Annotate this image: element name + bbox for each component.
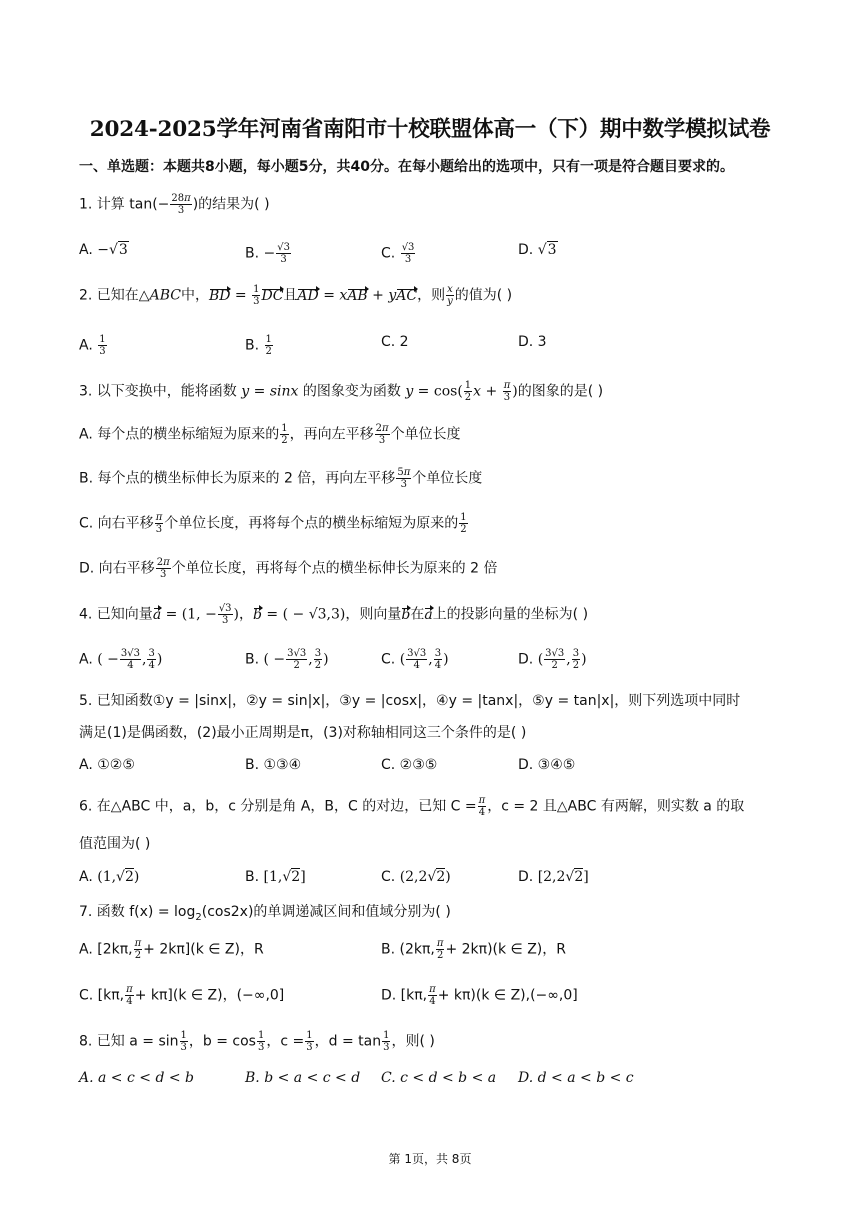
option-b[interactable]: B. ( − $\frac{3√3}{2}$ , $\frac{3}{2}$ ) <box>245 648 329 671</box>
option-b[interactable]: B. b < a < c < d <box>245 1070 361 1086</box>
option-b[interactable]: B. (2kπ, $\frac{\pi}{2}$ + 2kπ)(k ∈ Z)，R <box>381 938 566 961</box>
question-3-option-a[interactable]: A. 每个点的横坐标缩短为原来的 $\frac{1}{2}$ ，再向左平移 $\frac{2\pi}{3}$ 个单位长度 <box>79 423 461 446</box>
option-a[interactable]: A. −√3 <box>79 242 128 258</box>
option-d[interactable]: D. [kπ, $\frac{\pi}{4}$ + kπ)(k ∈ Z),(−∞,0] <box>381 984 578 1007</box>
option-b[interactable]: B. $\frac{1}{2}$ <box>245 334 272 357</box>
option-c[interactable]: C. ( $\frac{3√3}{4}$ , $\frac{3}{4}$ ) <box>381 648 449 671</box>
question-7: 7. 函数 $f(x) = \log_2(\cos 2x)$的单调递减区间和值域分别为( ) <box>79 904 451 923</box>
question-5-options <box>79 757 799 781</box>
option-c[interactable]: C. $\frac{√3}{3}$ <box>381 242 415 265</box>
option-b[interactable]: B. ①③④ <box>245 757 302 773</box>
option-d[interactable]: D. 3 <box>518 334 547 350</box>
question-3: 3. 以下变换中，能将函数 y = sinx 的图象变为函数 y = cos( $\frac{1}{2}$ x + $\frac{\pi}{3}$ )的图象的是( ) <box>79 380 604 403</box>
question-1: 1. 计算 tan(− $\frac{28\pi}{3}$ )的结果为( ) <box>79 193 270 216</box>
question-6-line-2: 值范围为( ) <box>79 836 151 852</box>
question-1-options <box>79 242 799 266</box>
question-4-options <box>79 648 799 672</box>
option-a[interactable]: A. [2kπ, $\frac{\pi}{2}$ + 2kπ](k ∈ Z)，R <box>79 938 264 961</box>
page-footer: 第 1页，共 8页 <box>388 1152 472 1166</box>
option-c[interactable]: C. 2 <box>381 334 409 350</box>
option-c[interactable]: C. (2,2√2) <box>381 869 451 885</box>
question-8: 8. 已知 a = sin $\frac{1}{3}$ ，b = cos $\frac{1}{3}$ ，c = $\frac{1}{3}$ ，d = tan $\frac{1}{3}$ ，则( ) <box>79 1030 435 1053</box>
option-b[interactable]: B. − $\frac{√3}{3}$ <box>245 242 290 265</box>
option-a[interactable]: A. (1,√2) <box>79 869 140 885</box>
option-d[interactable]: D. ( $\frac{3√3}{2}$ , $\frac{3}{2}$ ) <box>518 648 587 671</box>
option-d[interactable]: D. ③④⑤ <box>518 757 576 773</box>
question-3-option-c[interactable]: C. 向右平移 $\frac{\pi}{3}$ 个单位长度，再将每个点的横坐标缩短为原来的 $\frac{1}{2}$ <box>79 512 467 535</box>
section-heading: 一、单选题：本题共8小题，每小题5分，共40分。在每小题给出的选项中，只有一项是符合题目要求的。 <box>79 159 734 175</box>
question-2: 2. 已知在△ABC中，BD = $\frac{1}{3}$ DC且AD = xAB + yAC，则 $\frac{x}{y}$ 的值为( ) <box>79 284 513 307</box>
question-4: 4. 已知向量a = (1, − $\frac{√3}{3}$ )，b = ( − √3,3)，则向量b在a上的投影向量的坐标为( ) <box>79 603 589 626</box>
option-d[interactable]: D. d < a < b < c <box>518 1070 634 1086</box>
option-a[interactable]: A. $\frac{1}{3}$ <box>79 334 106 357</box>
option-d[interactable]: D. √3 <box>518 242 557 258</box>
option-c[interactable]: C. [kπ, $\frac{\pi}{4}$ + kπ](k ∈ Z)，(−∞,0] <box>79 984 285 1007</box>
question-5-line-2: 满足(1)是偶函数，(2)最小正周期是π，(3)对称轴相同这三个条件的是( ) <box>79 725 527 741</box>
option-a[interactable]: A. a < c < d < b <box>79 1070 195 1086</box>
question-6-line-1: 6. 在△ABC 中，a，b，c 分别是角 A，B，C 的对边，已知 C = $\frac{\pi}{4}$ ，c = 2 且△ABC 有两解，则实数 a 的取 <box>79 795 745 818</box>
question-2-options <box>79 334 799 358</box>
page-title: 2024-2025学年河南省南阳市十校联盟体高一（下）期中数学模拟试卷 <box>89 117 771 142</box>
question-7-options-row-1 <box>79 938 799 962</box>
question-3-option-b[interactable]: B. 每个点的横坐标伸长为原来的 2 倍，再向左平移 $\frac{5\pi}{3}$ 个单位长度 <box>79 467 483 490</box>
question-7-options-row-2 <box>79 984 799 1008</box>
option-d[interactable]: D. [2,2√2] <box>518 869 589 885</box>
question-3-option-d[interactable]: D. 向右平移 $\frac{2\pi}{3}$ 个单位长度，再将每个点的横坐标伸长为原来的 2 倍 <box>79 557 498 580</box>
option-c[interactable]: C. ②③⑤ <box>381 757 438 773</box>
question-8-options <box>79 1070 799 1094</box>
option-a[interactable]: A. ( − $\frac{3√3}{4}$ , $\frac{3}{4}$ ) <box>79 648 163 671</box>
option-a[interactable]: A. ①②⑤ <box>79 757 135 773</box>
option-b[interactable]: B. [1,√2] <box>245 869 306 885</box>
question-6-options <box>79 869 799 893</box>
question-5-line-1: 5. 已知函数①y = |sinx|，②y = sin|x|，③y = |cosx|，④y = |tanx|，⑤y = tan|x|，则下列选项中同时 <box>79 693 741 709</box>
option-c[interactable]: C. c < d < b < a <box>381 1070 497 1086</box>
